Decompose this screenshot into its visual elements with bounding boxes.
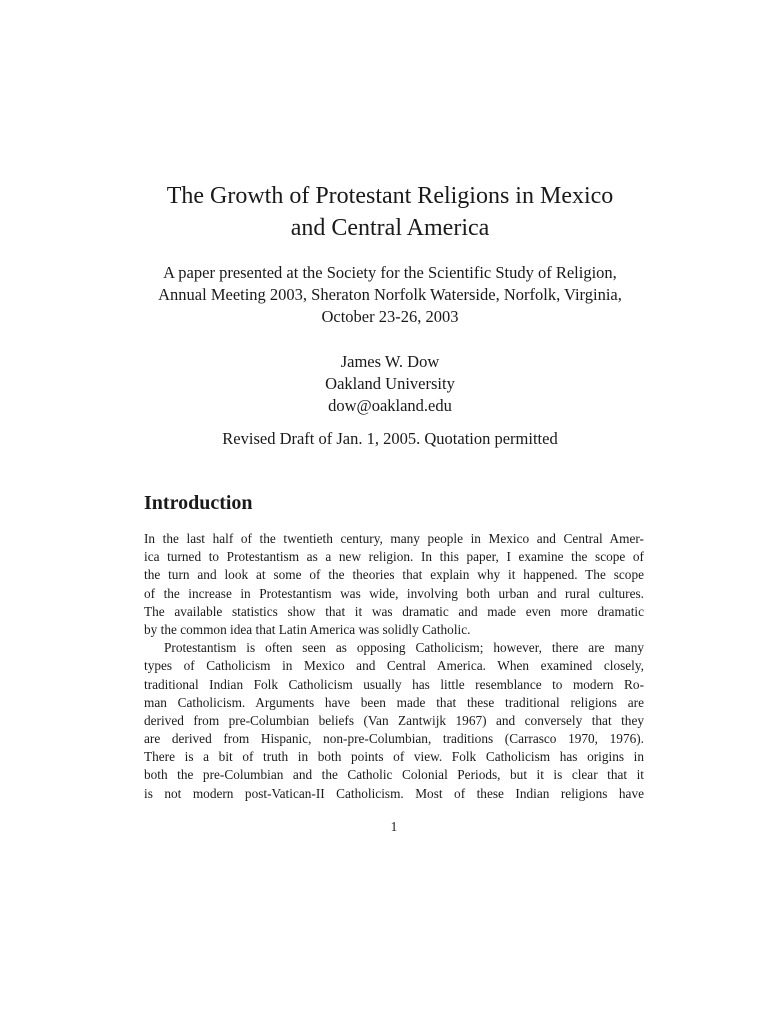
title-line: The Growth of Protestant Religions in Mexico [166, 183, 614, 209]
paragraph-line: derived from pre-Columbian beliefs (Van Zantwijk 1967) and conversely that they [144, 712, 644, 728]
author-email: dow@oakland.edu [328, 396, 452, 415]
paragraph-line: traditional Indian Folk Catholicism usually has little resemblance to modern Ro- [144, 676, 644, 692]
draft-note: Revised Draft of Jan. 1, 2005. Quotation permitted [222, 429, 558, 448]
presentation-note-line: Annual Meeting 2003, Sheraton Norfolk Waterside, Norfolk, Virginia, [158, 285, 622, 304]
paragraph-line: In the last half of the twentieth century, many people in Mexico and Central Amer- [144, 531, 644, 546]
page-number: 1 [390, 819, 398, 834]
paper-title [90, 180, 690, 244]
paragraph-line: by the common idea that Latin America was solidly Catholic. [144, 621, 471, 637]
paragraph-line: is not modern post-Vatican-II Catholicism. Most of these Indian religions have [144, 785, 644, 801]
title-line: and Central America [290, 215, 490, 241]
presentation-note-line: October 23-26, 2003 [321, 307, 459, 326]
body-text [144, 530, 644, 803]
paragraph-line: types of Catholicism in Mexico and Central America. When examined closely, [144, 658, 644, 674]
paragraph-line: There is a bit of truth in both points of view. Folk Catholicism has origins in [144, 749, 644, 765]
paragraph-line: The available statistics show that it was dramatic and made even more dramatic [144, 603, 644, 619]
paragraph-line: ica turned to Protestantism as a new religion. In this paper, I examine the scope of [144, 549, 644, 565]
paragraph-line: the turn and look at some of the theories that explain why it happened. The scope [144, 567, 644, 583]
presentation-note [90, 262, 690, 328]
paragraph-line: of the increase in Protestantism was wide, involving both urban and rural cultures. [144, 585, 644, 601]
author-info [90, 351, 690, 417]
paragraph-line: both the pre-Columbian and the Catholic Colonial Periods, but it is clear that it [144, 767, 644, 783]
paragraph-line: are derived from Hispanic, non-pre-Columbian, traditions (Carrasco 1970, 1976). [144, 731, 644, 747]
paragraph-line: man Catholicism. Arguments have been made that these traditional religions are [144, 694, 644, 710]
section-heading: Introduction [144, 492, 253, 514]
paragraph-line: Protestantism is often seen as opposing Catholicism; however, there are many [164, 640, 644, 656]
presentation-note-line: A paper presented at the Society for the Scientific Study of Religion, [163, 263, 617, 282]
author-name: James W. Dow [340, 352, 440, 371]
author-affiliation: Oakland University [325, 374, 455, 393]
